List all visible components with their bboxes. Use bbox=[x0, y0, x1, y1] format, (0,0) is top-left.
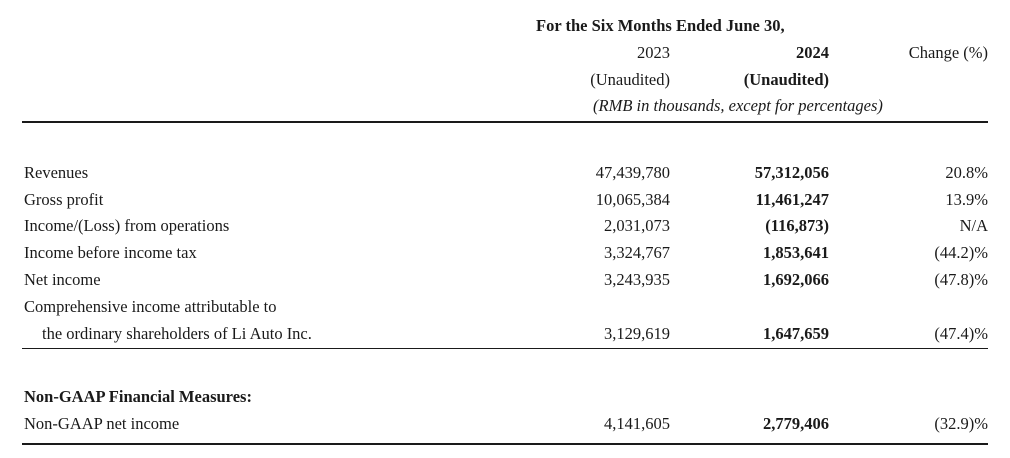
change-value: (47.4)% bbox=[934, 324, 988, 343]
value-2024: 57,312,056 bbox=[754, 163, 829, 182]
row-label: Income/(Loss) from operations bbox=[24, 216, 230, 235]
row-label-continued: the ordinary shareholders of Li Auto Inc. bbox=[42, 324, 312, 343]
value-2023: 10,065,384 bbox=[595, 190, 670, 209]
change-value: 20.8% bbox=[945, 163, 988, 182]
section-divider bbox=[22, 348, 988, 349]
value-2024: 1,647,659 bbox=[763, 324, 829, 343]
value-2024: 1,853,641 bbox=[763, 243, 829, 262]
value-2024: (116,873) bbox=[765, 216, 829, 235]
row-label: Income before income tax bbox=[24, 243, 197, 262]
value-2023: 3,243,935 bbox=[604, 270, 670, 289]
audit-2023-label: (Unaudited) bbox=[590, 70, 670, 89]
change-value: 13.9% bbox=[945, 190, 988, 209]
non-gaap-section-title: Non-GAAP Financial Measures: bbox=[24, 387, 252, 406]
value-2024: 1,692,066 bbox=[763, 270, 829, 289]
change-value: N/A bbox=[959, 216, 988, 235]
value-2023: 3,129,619 bbox=[604, 324, 670, 343]
row-label: Revenues bbox=[24, 163, 89, 182]
value-2024: 11,461,247 bbox=[755, 190, 829, 209]
change-header: Change (%) bbox=[908, 43, 988, 62]
value-2023: 2,031,073 bbox=[604, 216, 670, 235]
audit-2024-label: (Unaudited) bbox=[743, 70, 829, 89]
row-label: Non-GAAP net income bbox=[24, 414, 180, 433]
change-value: (47.8)% bbox=[934, 270, 988, 289]
header-rule bbox=[22, 121, 988, 123]
row-label: Comprehensive income attributable to bbox=[24, 297, 277, 316]
units-note: (RMB in thousands, except for percentages) bbox=[593, 96, 883, 115]
period-header: For the Six Months Ended June 30, bbox=[536, 16, 785, 35]
row-label: Net income bbox=[24, 270, 101, 289]
year-2023-header: 2023 bbox=[637, 43, 670, 62]
bottom-rule bbox=[22, 443, 988, 445]
row-label: Gross profit bbox=[24, 190, 104, 209]
change-value: (44.2)% bbox=[934, 243, 988, 262]
value-2023: 4,141,605 bbox=[604, 414, 670, 433]
value-2023: 47,439,780 bbox=[595, 163, 670, 182]
change-value: (32.9)% bbox=[934, 414, 988, 433]
value-2023: 3,324,767 bbox=[604, 243, 670, 262]
value-2024: 2,779,406 bbox=[763, 414, 829, 433]
year-2024-header: 2024 bbox=[796, 43, 829, 62]
